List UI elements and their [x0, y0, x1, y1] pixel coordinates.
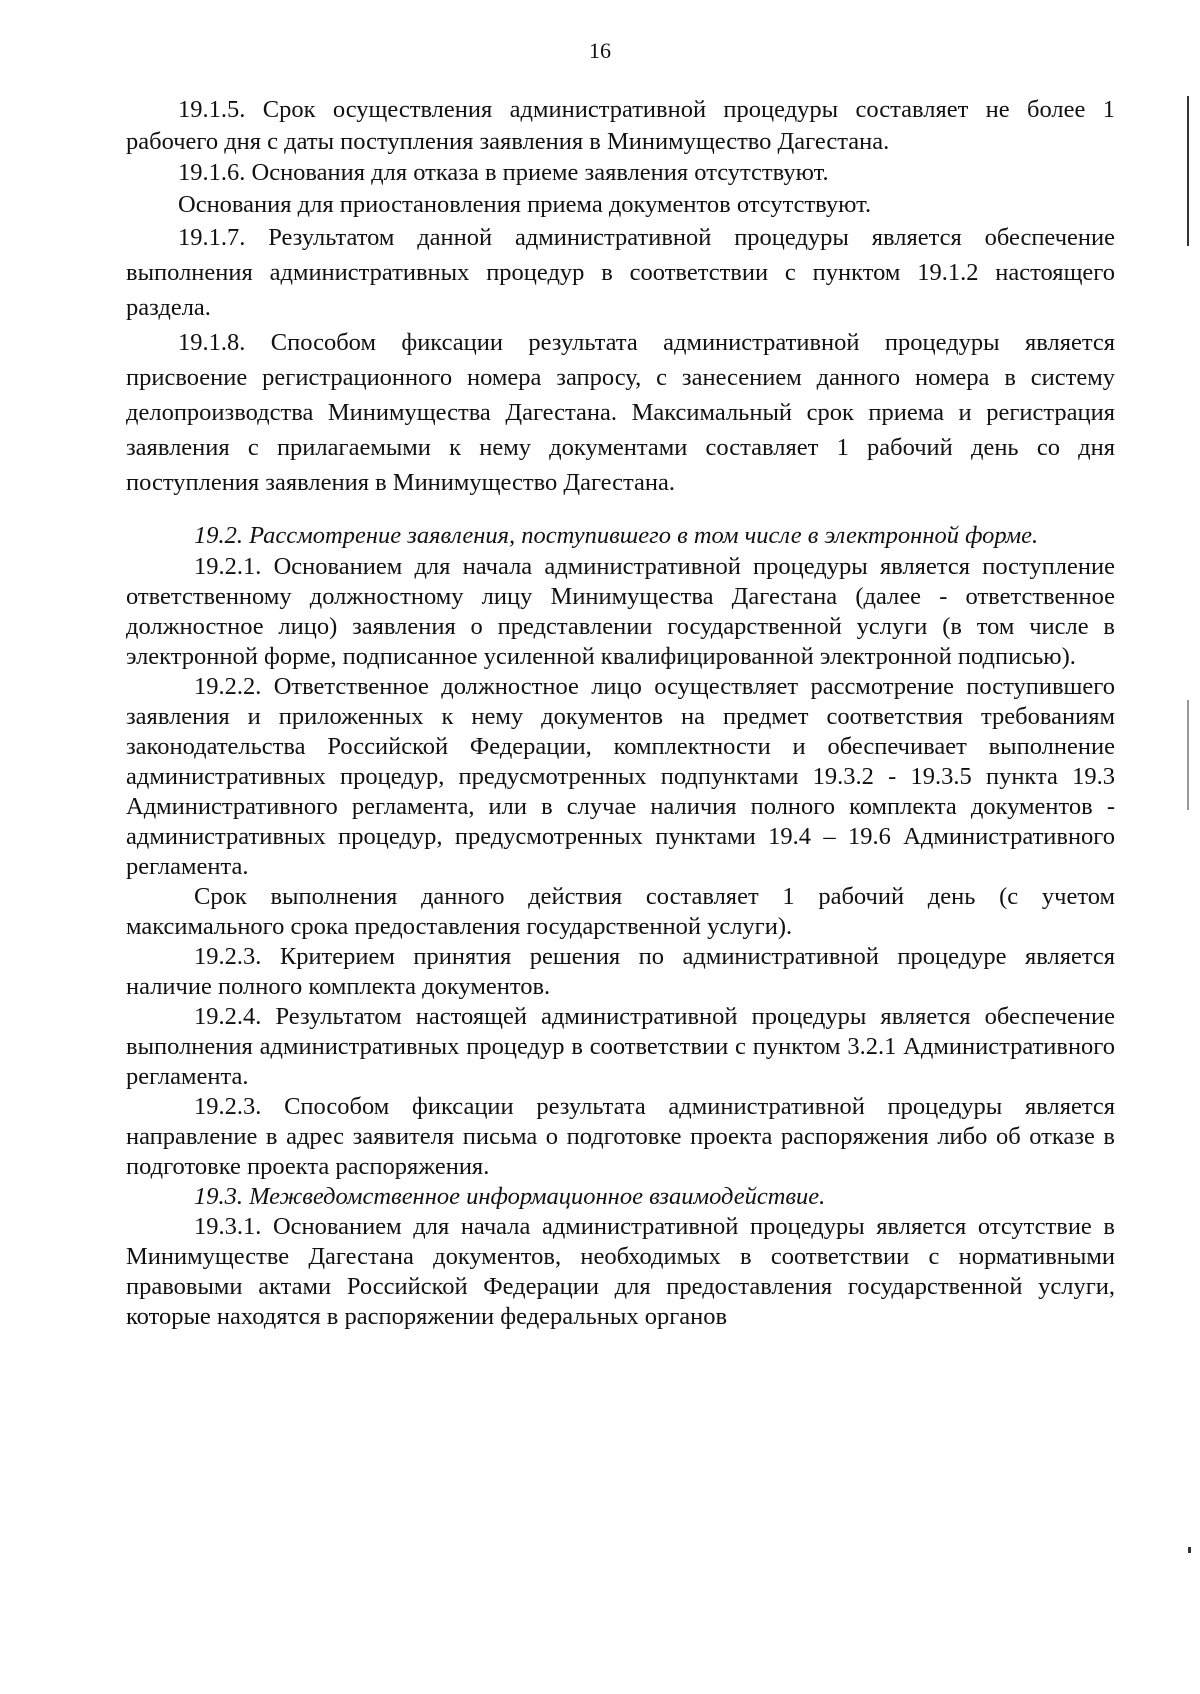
- paragraph-19-1-7: 19.1.7. Результатом данной административной процедуры является обеспечение выполнения административных процедур в соответствии с пунктом 19.1.2 настоящего раздела.: [126, 224, 1115, 321]
- scan-speck: [1188, 1547, 1191, 1553]
- document-body: [126, 94, 1115, 1332]
- paragraph-19-3-1: 19.3.1. Основанием для начала административной процедуры является отсутствие в Минимуществе Дагестана документов, необходимых в соответствии с нормативными правовыми актами Российской Федерации для предоставления государственной услуги, которые находятся в распоряжении федеральных органов: [126, 1212, 1115, 1330]
- paragraph-19-2-3-criterion: 19.2.3. Критерием принятия решения по административной процедуре является наличие полного комплекта документов.: [126, 942, 1115, 1000]
- paragraph-19-2-2: 19.2.2. Ответственное должностное лицо осуществляет рассмотрение поступившего заявления и приложенных к нему документов на предмет соответствия требованиям законодательства Российской Федерации, комплектности и обеспечивает выполнение административных процедур, предусмотренных подпунктами 19.3.2 - 19.3.5 пункта 19.3 Административного регламента, или в случае наличия полного комплекта документов - административных процедур, предусмотренных пунктами 19.4 – 19.6 Административного регламента.: [126, 672, 1115, 880]
- paragraph-suspension: Основания для приостановления приема документов отсутствуют.: [178, 190, 872, 218]
- paragraph-19-1-5: 19.1.5. Срок осуществления административной процедуры составляет не более 1 рабочего дня с даты поступления заявления в Минимущество Дагестана.: [126, 96, 1115, 155]
- paragraph-term: Срок выполнения данного действия составляет 1 рабочий день (с учетом максимального срока предоставления государственной услуги).: [126, 882, 1115, 940]
- paragraph-19-1-6: 19.1.6. Основания для отказа в приеме заявления отсутствуют.: [178, 159, 829, 186]
- scan-edge-mark: [1187, 96, 1189, 246]
- scan-edge-mark: [1187, 700, 1189, 810]
- paragraph-19-1-8: 19.1.8. Способом фиксации результата административной процедуры является присвоение регистрационного номера запросу, с занесением данного номера в систему делопроизводства Минимущества Дагестана. Максимальный срок приема и регистрация заявления с прилагаемыми к нему документами составляет 1 рабочий день со дня поступления заявления в Минимущество Дагестана.: [126, 329, 1115, 496]
- section-heading-19-2: 19.2. Рассмотрение заявления, поступившего в том числе в электронной форме.: [194, 522, 1039, 549]
- paragraph-19-2-1: 19.2.1. Основанием для начала административной процедуры является поступление ответственному должностному лицу Минимущества Дагестана (далее - ответственное должностное лицо) заявления о представлении государственной услуги (в том числе в электронной форме, подписанное усиленной квалифицированной электронной подписью).: [126, 552, 1115, 670]
- paragraph-19-2-3-fixation: 19.2.3. Способом фиксации результата административной процедуры является направление в адрес заявителя письма о подготовке проекта распоряжения либо об отказе в подготовке проекта распоряжения.: [126, 1092, 1115, 1180]
- page-number: 16: [589, 38, 611, 63]
- paragraph-19-2-4: 19.2.4. Результатом настоящей административной процедуры является обеспечение выполнения административных процедур в соответствии с пунктом 3.2.1 Административного регламента.: [126, 1002, 1115, 1090]
- section-heading-19-3: 19.3. Межведомственное информационное взаимодействие.: [194, 1182, 826, 1210]
